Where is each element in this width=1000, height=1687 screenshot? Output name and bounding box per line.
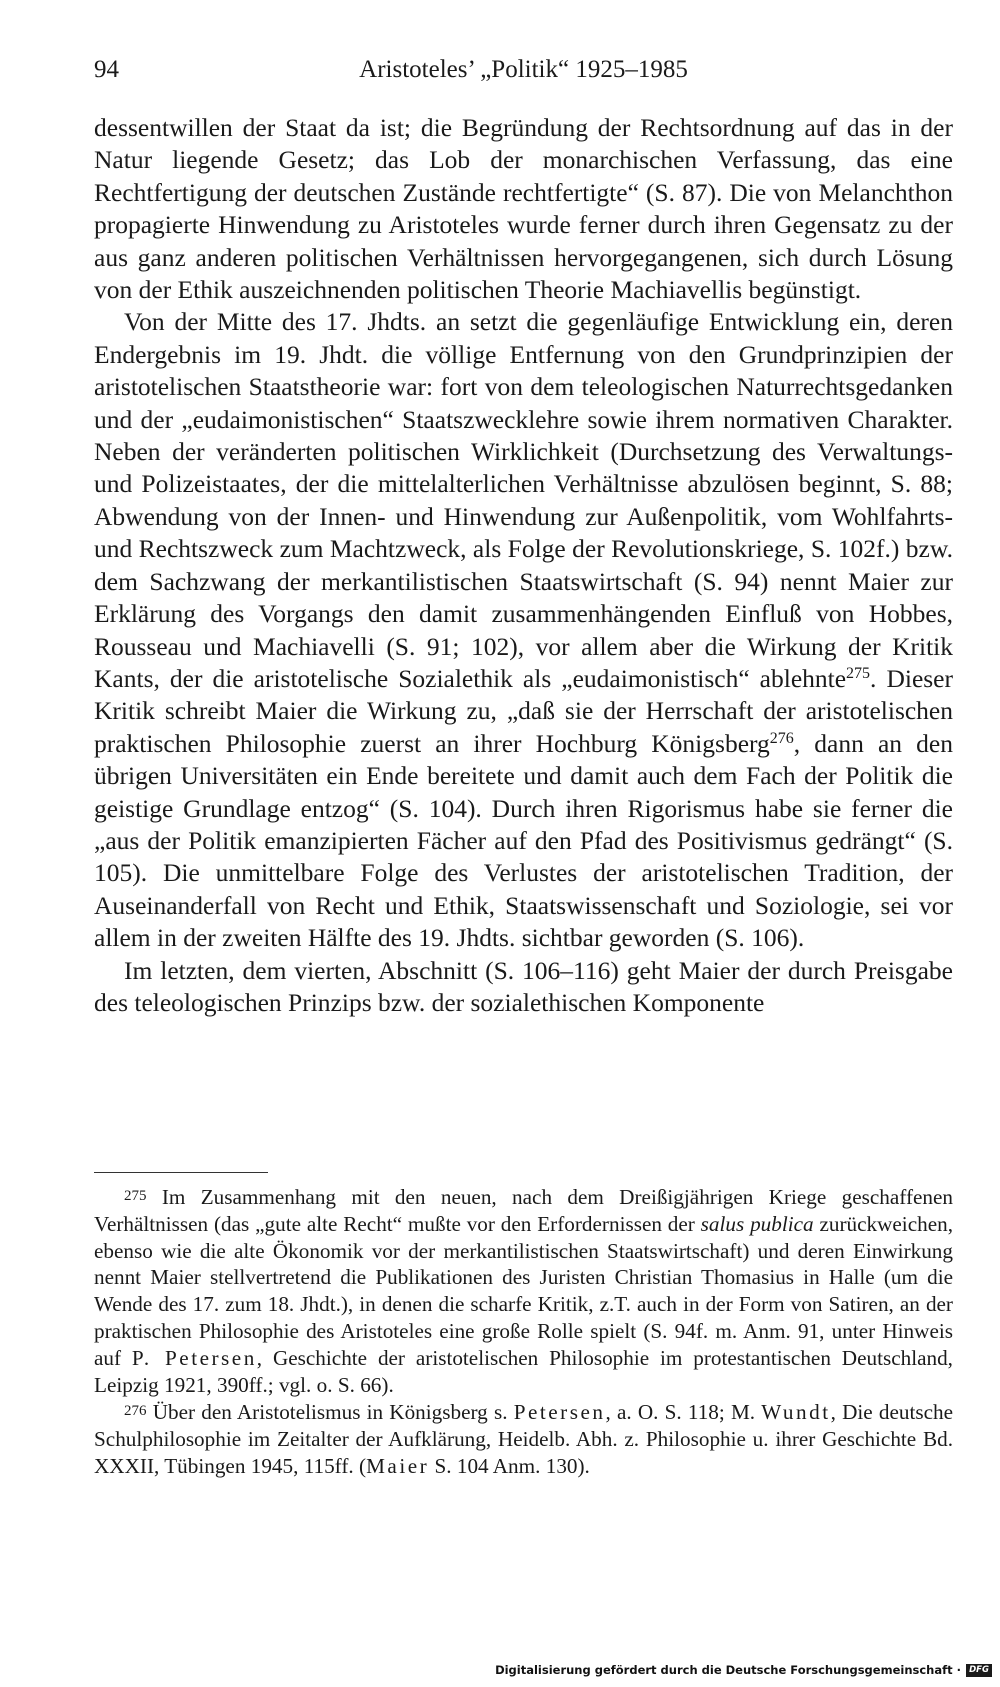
- footnotes: [94, 1183, 953, 1480]
- footnote-author: Wundt: [761, 1400, 831, 1425]
- paragraph-2-part-a: Von der Mitte des 17. Jhdts. an setzt die gegenläufige Entwicklung ein, deren Endergebnis im 19. Jhdt. die völlige Entfernung von den Grundprinzipien der aristotelischen Staatstheorie war: fort von dem teleologischen Naturrechtsgedanken und der „eudaimonistischen“ Staatszwecklehre sowie ihrem normativen Charakter. Neben der veränderten politischen Wirklichkeit (Durchsetzung des Verwaltungs- und Polizeistaates, der die mittelalterlichen Verhältnisse abzulösen beginnt, S. 88; Abwendung von der Innen- und Hinwendung zur Außenpolitik, vom Wohlfahrts- und Rechtszweck zum Machtzweck, als Folge der Revolutionskriege, S. 102f.) bzw. dem Sachzwang der merkantilistischen Staatswirtschaft (S. 94) nennt Maier zur Erklärung des Vorgangs den damit zusammenhängenden Einfluß von Hobbes, Rousseau und Machiavelli (S. 91; 102), vor allem aber die Wirkung der Kritik Kants, der die aristotelische Sozialethik als „eudaimonistisch“ ablehnte: [94, 307, 953, 693]
- footnote-275: [94, 1183, 953, 1398]
- footnote-text: S. 104 Anm. 130).: [429, 1453, 590, 1478]
- paragraph-2: [94, 306, 953, 954]
- footnote-text: Über den Aristotelismus in Königsberg s.: [152, 1400, 514, 1425]
- paragraph-3: Im letzten, dem vierten, Abschnitt (S. 106–116) geht Maier der durch Preisgabe des teleologischen Prinzips bzw. der sozialethischen Komponente: [94, 955, 953, 1017]
- dfg-logo: DFG: [966, 1664, 992, 1677]
- paragraph-2-part-b: . Dieser Kritik schreibt Maier die Wirkung zu, „daß sie der Herrschaft der aristotelischen praktischen Philosophie zuerst an ihrer Hochburg Königsberg: [94, 663, 953, 758]
- footnote-italic: salus publica: [700, 1211, 814, 1236]
- footnote-author: Maier: [366, 1453, 430, 1478]
- footnote-text: zurückweichen, ebenso wie die alte Ökonomik vor der merkantilistischen Staatswirtschaft) und deren Einwirkung nennt Maier stellvertretend die Publikationen des Juristen Christian Thomasius in Halle (um die Wende des 17. zum 18. Jhdt.), in denen die scharfe Kritik, z.T. auch in der Form von Satiren, an der praktischen Philosophie des Aristoteles eine große Rolle spielt (S. 94f. m. Anm. 91, unter Hinweis auf: [94, 1211, 953, 1370]
- paragraph-1: dessentwillen der Staat da ist; die Begründung der Rechtsordnung auf das in der Natur liegende Gesetz; das Lob der monarchischen Verfassung, das eine Rechtfertigung der deutschen Zustände rechtfertigte“ (S. 87). Die von Melanchthon propagierte Hinwendung zu Aristoteles wurde ferner durch ihren Gegensatz zu der aus ganz anderen politischen Verhältnissen hervorgegangenen, sich durch Lösung von der Ethik auszeichnenden politischen Theorie Machiavellis begünstigt.: [94, 113, 953, 305]
- footnote-author: Petersen: [513, 1400, 606, 1425]
- footnote-author: P. Petersen: [131, 1345, 257, 1370]
- footnote-text: Im Zusammenhang mit den neuen, nach dem Dreißigjährigen Kriege geschaffenen Verhältnissen (das „gute alte Recht“ mußte vor den Erfordernissen der: [94, 1185, 953, 1236]
- page-header: [94, 50, 953, 90]
- footnote-text: , Geschichte der aristotelischen Philosophie im protestantischen Deutschland, Leipzig 1921, 390ff.; vgl. o. S. 66).: [94, 1345, 953, 1397]
- footer-text: Digitalisierung gefördert durch die Deutsche Forschungsgemeinschaft ·: [495, 1663, 961, 1677]
- footnote-ref-276[interactable]: 276: [769, 729, 794, 747]
- footnote-separator: [94, 1172, 268, 1173]
- main-text: [94, 112, 953, 1019]
- footnote-text: , a. O. S. 118; M.: [605, 1400, 762, 1425]
- footnote-ref-275[interactable]: 275: [846, 664, 871, 682]
- footnote-text: , Die deutsche Schulphilosophie im Zeitalter der Aufklärung, Heidelb. Abh. z. Philosophie u. ihrer Geschichte Bd. XXXII, Tübingen 1945, 115ff. (: [94, 1400, 953, 1478]
- footnote-276: [94, 1398, 953, 1479]
- page-number: 94: [94, 56, 119, 83]
- footnote-number: 275: [124, 1188, 147, 1204]
- footnote-number: 276: [124, 1403, 147, 1420]
- paragraph-2-part-c: , dann an den übrigen Universitäten ein Ende bereitete und damit auch dem Fach der Politik die geistige Grundlage entzog“ (S. 104). Durch ihren Rigorismus habe sie ferner die „aus der Politik emanzipierten Fächer auf den Pfad des Positivismus gedrängt“ (S. 105). Die unmittelbare Folge des Verlustes der aristotelischen Tradition, der Auseinanderfall von Recht und Ethik, Staatswissenschaft und Soziologie, sei vor allem in der zweiten Hälfte des 19. Jhdts. sichtbar geworden (S. 106).: [94, 728, 953, 953]
- running-title: Aristoteles’ „Politik“ 1925–1985: [359, 56, 688, 83]
- digitization-footer: [495, 1661, 992, 1679]
